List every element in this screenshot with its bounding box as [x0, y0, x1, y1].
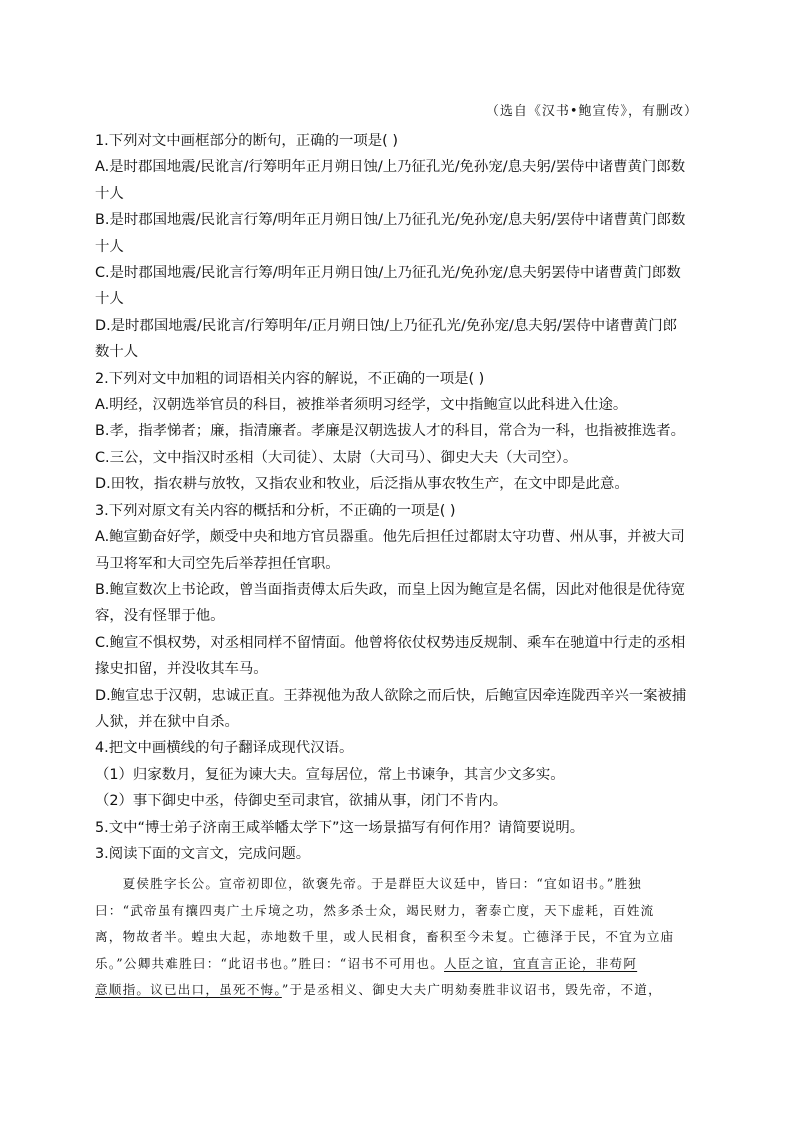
- q3-option-d: D.鲍宣忠于汉朝，忠诚正直。王莽视他为敌人欲除之而后快，后鲍宣因牵连陇西辛兴一案被捕: [95, 687, 687, 704]
- passage-line: 夏侯胜字长公。宣帝初即位，欲褒先帝。于是群臣大议廷中，皆曰：“宜如诏书。”胜独: [95, 876, 642, 892]
- passage-line: [95, 951, 699, 977]
- q3-option-b: B.鲍宣数次上书论政，曾当面指责傅太后失政，而皇上因为鲍宣是名儒，因此对他很是优待宽: [95, 581, 686, 598]
- q1-option-a: A.是时郡国地震/民讹言/行筹明年正月朔日蚀/上乃征孔光/免孙宠/息夫躬/罢侍中诸曹黄门郎数: [95, 159, 686, 176]
- passage-line: 离，物故者半。蝗虫大起，赤地数千里，或人民相食，畜积至今未复。亡德泽于民，不宜为立庙: [95, 929, 675, 945]
- q1-option-b: B.是时郡国地震/民讹言行筹/明年正月朔日蚀/上乃征孔光/免孙宠/息夫躬/罢侍中诸曹黄门郎数: [95, 212, 686, 229]
- passage-line: [95, 977, 699, 1003]
- underlined-sentence: 人臣之谊，宜直言正论，非苟阿: [444, 955, 638, 971]
- q4-stem: 4.把文中画横线的句子翻译成现代汉语。: [95, 740, 354, 757]
- q2-option-d: D.田牧，指农耕与放牧，又指农业和牧业，后泛指从事农牧生产，在文中即是此意。: [95, 476, 629, 493]
- passage-text: ”于是丞相义、御史大夫广明劾奏胜非议诏书，毁先帝，不道，: [281, 982, 662, 997]
- q2-option-c: C.三公，文中指汉时丞相（大司徒）、太尉（大司马）、御史大夫（大司空）。: [95, 449, 578, 466]
- q1-option-d: D.是时郡国地震/民讹言/行筹明年/正月朔日蚀/上乃征孔光/免孙宠/息夫躬/罢侍中诸曹黄门郎: [95, 317, 678, 334]
- q1-option-d-cont: 数十人: [95, 344, 139, 361]
- q3-option-c: C.鲍宣不惧权势，对丞相同样不留情面。他曾将依仗权势违反规制、乘车在驰道中行走的丞相: [95, 634, 686, 651]
- q5-stem: 5.文中“博士弟子济南王咸举幡太学下”这一场景描写有何作用？请简要说明。: [95, 819, 585, 836]
- q1-option-a-cont: 十人: [95, 185, 124, 202]
- q2-stem: 2.下列对文中加粗的词语相关内容的解说，不正确的一项是( ): [95, 370, 485, 387]
- passage-line: 曰：“武帝虽有攘四夷广土斥境之功，然多杀士众，竭民财力，奢泰亡度，天下虚耗，百姓流: [95, 902, 655, 918]
- q1-stem: 1.下列对文中画框部分的断句，正确的一项是( ): [95, 133, 398, 149]
- q3-option-a: A.鲍宣勤奋好学，颇受中央和地方官员器重。他先后担任过都尉太守功曹、州从事，并被大司: [95, 529, 685, 546]
- q1-option-c: C.是时郡国地震/民讹言行筹/明年正月朔日蚀/上乃征孔光/免孙宠/息夫躬罢侍中诸曹黄门郎数: [95, 265, 681, 282]
- q3-option-b-cont: 容，没有怪罪于他。: [95, 608, 225, 625]
- q2-option-b: B.孝，指孝悌者；廉，指清廉者。孝廉是汉朝选拔人才的科目，常合为一科，也指被推选者。: [95, 423, 686, 440]
- q3-option-d-cont: 人狱，并在狱中自杀。: [95, 713, 239, 730]
- next-section-stem: 3.阅读下面的文言文，完成问题。: [95, 845, 311, 862]
- q3-stem: 3.下列对原文有关内容的概括和分析，不正确的一项是( ): [95, 502, 456, 519]
- q3-option-c-cont: 掾史扣留，并没收其车马。: [95, 661, 268, 678]
- underlined-sentence: 意顺指。议已出口，虽死不悔。: [95, 982, 282, 997]
- q4-sentence-2: （2）事下御史中丞，侍御史至司隶官，欲捕从事，闭门不肯内。: [95, 793, 508, 810]
- q1-option-b-cont: 十人: [95, 238, 124, 255]
- source-citation: （选自《汉书•鲍宣传》，有删改）: [485, 104, 698, 119]
- passage-text: 乐。”公卿共难胜曰：“此诏书也。”胜曰：“诏书不可用也。: [95, 955, 445, 971]
- q3-option-a-cont: 马卫将军和大司空先后举荐担任官职。: [95, 555, 340, 572]
- classical-passage: [95, 871, 699, 1003]
- q2-option-a: A.明经，汉朝选举官员的科目，被推举者须明习经学，文中指鲍宣以此科进入仕途。: [95, 397, 628, 414]
- question-content: [95, 128, 699, 1003]
- q1-option-c-cont: 十人: [95, 291, 124, 308]
- q4-sentence-1: （1）归家数月，复征为谏大夫。宣每居位，常上书谏争，其言少文多实。: [95, 766, 565, 783]
